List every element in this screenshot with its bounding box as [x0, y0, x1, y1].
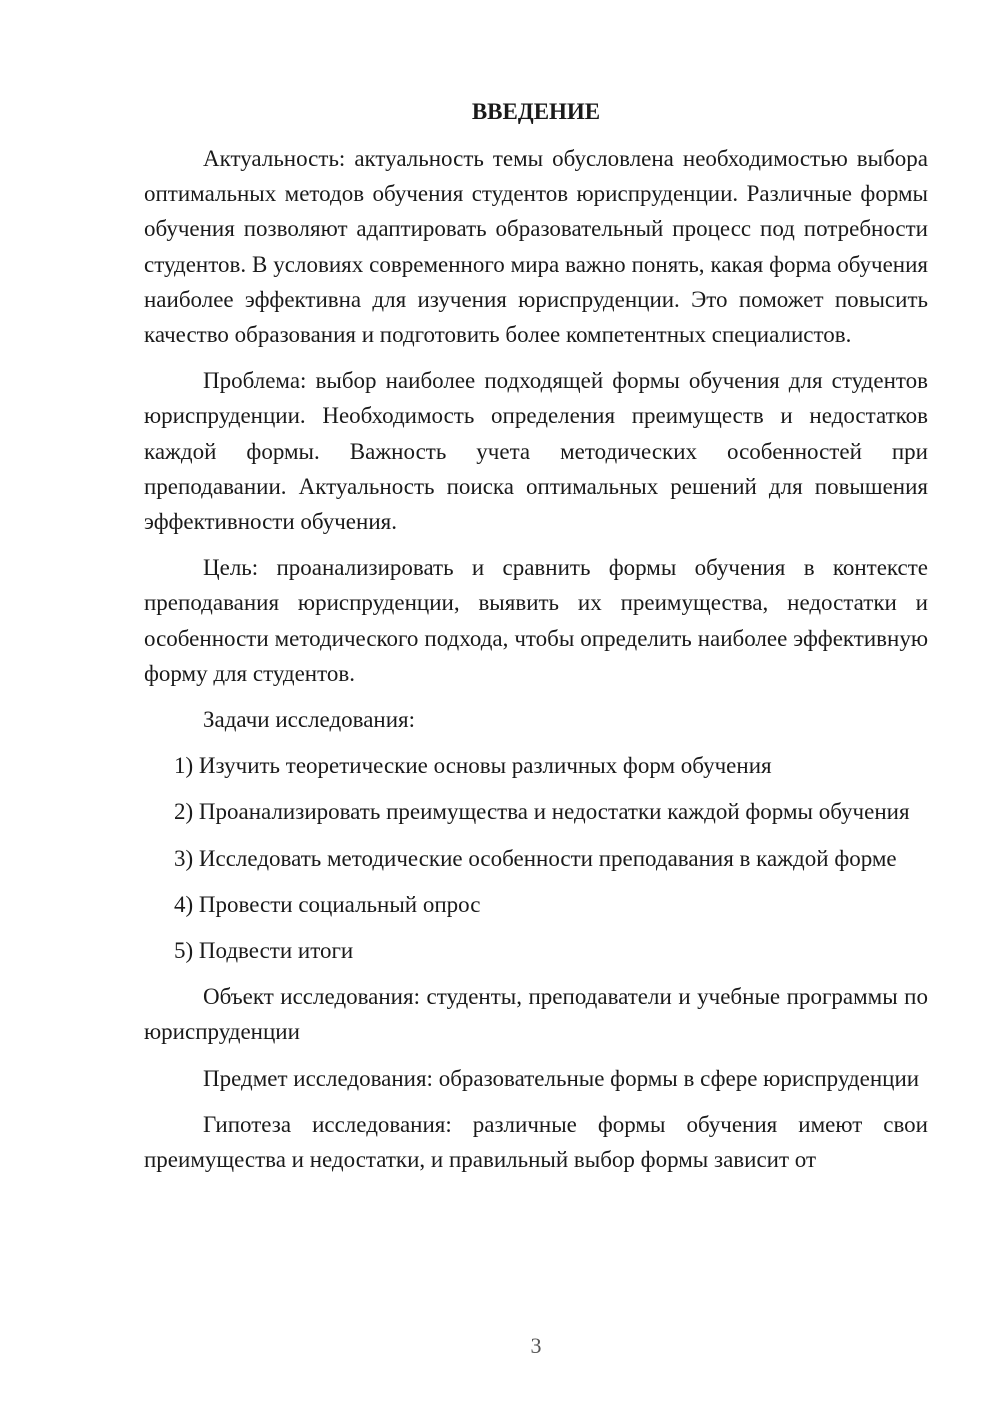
subject-paragraph: Предмет исследования: образовательные формы в сфере юриспруденции [203, 1065, 920, 1091]
task-item-3: 3) Исследовать методические особенности преподавания в каждой форме [174, 845, 897, 871]
hypothesis-paragraph: Гипотеза исследования: различные формы обучения имеют свои преимущества и недостатки, и правильный выбор формы зависит от [144, 1111, 928, 1173]
page-title: ВВЕДЕНИЕ [471, 99, 601, 124]
task-item-1: 1) Изучить теоретические основы различных форм обучения [174, 753, 772, 779]
object-paragraph: Объект исследования: студенты, преподаватели и учебные программы по юриспруденции [144, 984, 928, 1045]
goal-paragraph: Цель: проанализировать и сравнить формы обучения в контексте преподавания юриспруденции, выявить их преимущества, недостатки и особенности методического подхода, чтобы определить наиболее эффективную форму для студентов. [144, 555, 928, 686]
task-item-5: 5) Подвести итоги [174, 938, 354, 964]
page-number: 3 [530, 1333, 542, 1358]
problem-paragraph: Проблема: выбор наиболее подходящей формы обучения для студентов юриспруденции. Необходимость определения преимуществ и недостатков каждой формы. Важность учета методических особенностей при преподавании. Актуальность поиска оптимальных решений для повышения эффективности обучения. [144, 368, 928, 535]
relevance-paragraph: Актуальность: актуальность темы обусловлена необходимостью выбора оптимальных методов обучения студентов юриспруденции. Различные формы обучения позволяют адаптировать образовательный процесс под потребности студентов. В условиях современного мира важно понять, какая форма обучения наиболее эффективна для изучения юриспруденции. Это поможет повысить качество образования и подготовить более компетентных специалистов. [144, 146, 928, 348]
task-item-2: 2) Проанализировать преимущества и недостатки каждой формы обучения [174, 799, 910, 825]
document-body [144, 94, 928, 1188]
task-item-4: 4) Провести социальный опрос [174, 891, 481, 917]
tasks-heading: Задачи исследования: [203, 707, 416, 733]
